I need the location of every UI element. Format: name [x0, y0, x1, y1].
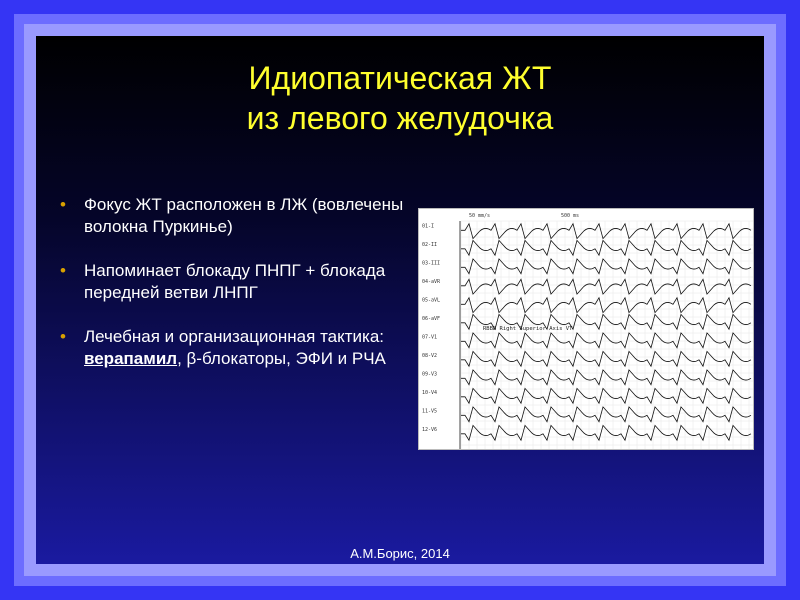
slide-title: [36, 58, 764, 138]
ecg-trace: [461, 333, 751, 348]
ecg-lead-label: 08-V2: [422, 352, 438, 359]
ecg-lead-label: 10-V4: [422, 389, 438, 396]
bullet-text-suffix: , β-блокаторы, ЭФИ и РЧА: [177, 349, 386, 368]
ecg-trace: [461, 351, 751, 366]
ecg-trace: [461, 425, 751, 440]
bullet-text: Напоминает блокаду ПНПГ + блокада передней ветви ЛНПГ: [84, 261, 386, 302]
ecg-trace: [461, 407, 751, 422]
title-line-1: Идиопатическая ЖТ: [248, 60, 552, 96]
bullet-text: Фокус ЖТ расположен в ЛЖ (вовлечены волокна Пуркинье): [84, 195, 404, 236]
bullet-dot-icon: •: [60, 195, 66, 214]
title-line-2: из левого желудочка: [246, 100, 554, 136]
ecg-lead-label: 06-aVF: [422, 315, 441, 322]
bullet-dot-icon: •: [60, 261, 66, 280]
ecg-lead-label: 04-aVR: [422, 278, 441, 285]
ecg-trace: [461, 388, 751, 403]
ecg-trace: [461, 298, 751, 313]
ecg-lead-label: 02-II: [422, 241, 438, 248]
bullet-item: [56, 194, 416, 238]
ecg-annotation: RBBB Right Superior Axis VT: [483, 326, 573, 333]
ecg-trace: [461, 279, 751, 294]
ecg-lead-label: 05-aVL: [422, 297, 441, 304]
ecg-lead-label: 12-V6: [422, 426, 438, 433]
ecg-lead-label: 03-III: [422, 260, 441, 267]
ecg-trace: [461, 224, 751, 239]
bullet-list: [56, 194, 416, 392]
bullet-dot-icon: •: [60, 327, 66, 346]
ecg-lead-label: 11-V5: [422, 408, 438, 415]
ecg-image: [418, 208, 754, 450]
ecg-lead-label: 07-V1: [422, 334, 438, 341]
ecg-lead-label: 01-I: [422, 223, 435, 230]
ecg-scale-label: 50 mm/s: [469, 213, 491, 219]
slide-canvas: [36, 36, 764, 564]
ecg-lead-label: 09-V3: [422, 371, 438, 378]
bullet-item: [56, 326, 416, 370]
ecg-tracing: [419, 209, 753, 449]
ecg-trace: [461, 370, 751, 385]
bullet-highlight-link[interactable]: верапамил: [84, 349, 178, 368]
slide-footer: А.М.Борис, 2014: [350, 546, 450, 561]
bullet-text-prefix: Лечебная и организационная тактика:: [84, 327, 385, 346]
bullet-item: [56, 260, 416, 304]
ecg-scale-label: 500 ms: [561, 213, 580, 219]
